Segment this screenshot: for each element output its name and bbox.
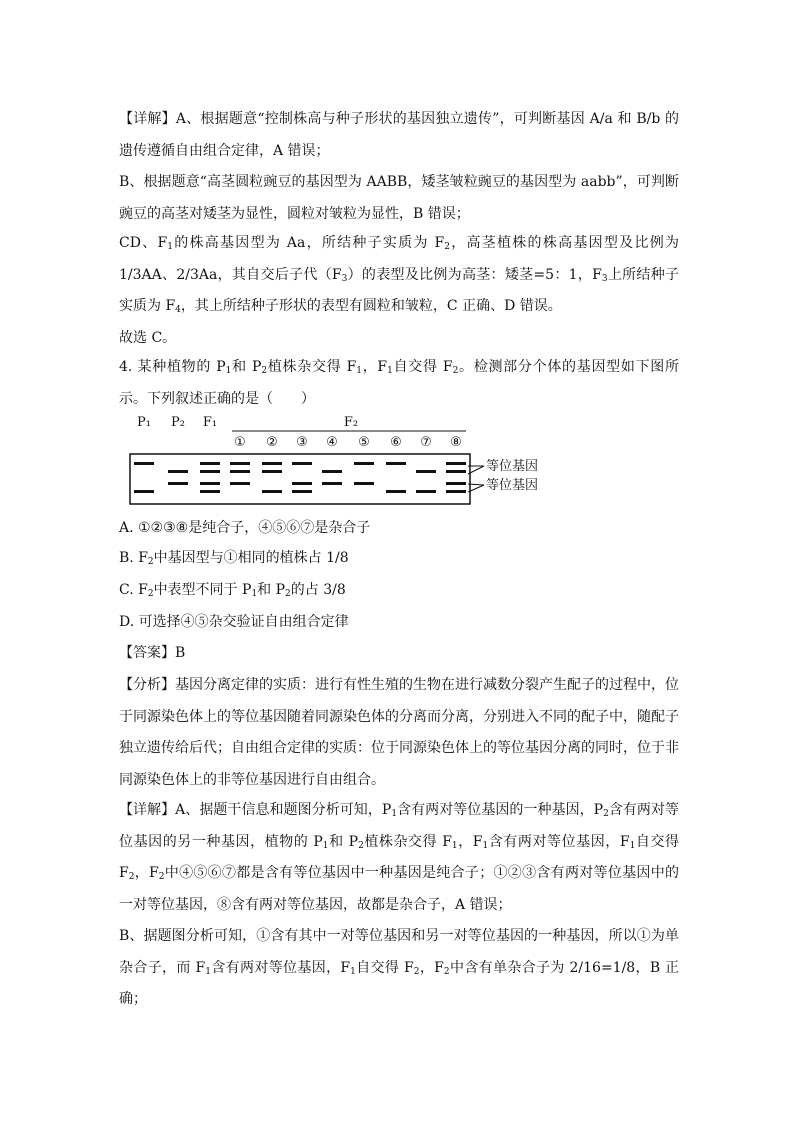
gel-band: [168, 470, 188, 473]
gel-band: [446, 490, 466, 493]
gel-band: [200, 490, 220, 493]
gel-band: [262, 470, 282, 473]
detail-paragraph-cd: CD、$F_1$的株高基因型为 Aa，所结种子实质为 $F_2$，高茎植株的株高基因型及比例为 1/3AA、2/3Aa，其自交后子代$(F_3)$的表型及比例为高茎：矮茎=5：1，$F_3$上所结种子实质为 $F_4$，其上所结种子形状的表型有圆粒和皱粒，C 正确、D 错误。: [119, 235, 680, 315]
gel-band: [292, 490, 312, 493]
question-stem: 4. 某种植物的 $P_1$和 $P_2$植株杂交得 $F_1$，$F_1$自交得 $F_2$。检测部分个体的基因型如下图所示。下列叙述正确的是（ ）: [119, 359, 679, 407]
f2-number-6: ⑥: [390, 435, 402, 450]
detail2-paragraph-b: B、据题图分析可知，①含有其中一对等位基因和另一对等位基因的一种基因，所以①为单杂合子，而 $F_1$含有两对等位基因，$F_1$自交得 $F_2$，$F_2$中含有单杂合子为 2/16=1/8，B 正确；: [119, 928, 679, 1007]
gel-band: [262, 490, 282, 493]
gel-band: [354, 482, 374, 485]
gel-band: [230, 482, 250, 485]
f2-number-3: ③: [296, 435, 308, 450]
gel-band: [446, 470, 466, 473]
label-f2: F₂: [343, 415, 359, 430]
gel-band: [446, 482, 466, 485]
genotype-band-figure: [126, 412, 546, 512]
f2-number-8: ⑧: [450, 435, 462, 450]
f2-number-5: ⑤: [358, 435, 370, 450]
detail-paragraph-b: B、根据题意“高茎圆粒豌豆的基因型为 AABB，矮茎皱粒豌豆的基因型为 aabb”，可判断豌豆的高茎对矮茎为显性，圆粒对皱粒为显性，B 错误；: [119, 174, 679, 222]
label-p2: P₂: [171, 415, 185, 430]
gel-band: [200, 462, 220, 465]
gel-band: [292, 462, 312, 465]
option-d: D. 可选择④⑤杂交验证自由组合定律: [119, 614, 349, 630]
gel-band: [354, 462, 374, 465]
option-b: B. $F_2$中基因型与①相同的植株占 1/8: [119, 550, 349, 567]
f2-number-7: ⑦: [420, 435, 432, 450]
detail2-paragraph-a: 【详解】A、据题干信息和题图分析可知，$P_1$含有两对等位基因的一种基因，$P_2$含有两对等位基因的另一种基因，植物的 $P_1$和 $P_2$植株杂交得 $F_1$，$F_1$含有两对等位基因，$F_1$自交得 $F_2$，$F_2$中④⑤⑥⑦都是含有等位基因中一种基因是纯合子；①②③含有两对等位基因中的一对等位基因，⑧含有两对等位基因，故都是杂合子，A 错误；: [119, 802, 680, 913]
allele-label-1: 等位基因: [486, 459, 539, 474]
gel-band: [292, 482, 312, 485]
gel-band: [416, 490, 436, 493]
gel-band: [322, 470, 342, 473]
label-f1: F₁: [202, 415, 218, 430]
f2-number-4: ④: [326, 435, 338, 450]
f2-number-1: ①: [234, 435, 246, 450]
gel-band: [230, 462, 250, 465]
gel-frame: [130, 454, 470, 504]
gel-band: [200, 482, 220, 485]
gel-band: [446, 462, 466, 465]
gel-band: [134, 490, 154, 493]
gel-band: [230, 470, 250, 473]
gel-band: [386, 490, 406, 493]
gel-band: [134, 462, 154, 465]
option-a: A. ①②③⑧是纯合子，④⑤⑥⑦是杂合子: [119, 520, 371, 536]
answer-text: 【答案】B: [119, 645, 186, 661]
gel-band: [416, 470, 436, 473]
gel-band: [200, 470, 220, 473]
option-c: C. $F_2$中表型不同于 $P_1$和 $P_2$的占 3/8: [119, 582, 346, 599]
gel-band: [168, 482, 188, 485]
gel-band: [262, 462, 282, 465]
detail-paragraph-a: 【详解】A、根据题意“控制株高与种子形状的基因独立遗传”，可判断基因 A/a 和 B/b 的遗传遵循自由组合定律，A 错误；: [119, 111, 679, 159]
conclusion-text: 故选 C。: [119, 330, 177, 346]
gel-band: [322, 482, 342, 485]
allele-label-2: 等位基因: [486, 478, 539, 493]
gel-band: [386, 462, 406, 465]
f2-number-2: ②: [266, 435, 278, 450]
analysis-paragraph: 【分析】基因分离定律的实质：进行有性生殖的生物在进行减数分裂产生配子的过程中，位于同源染色体上的等位基因随着同源染色体的分离而分离，分别进入不同的配子中，随配子独立遗传给后代；自由组合定律的实质：位于同源染色体上的等位基因分离的同时，位于非同源染色体上的非等位基因进行自由组合。: [119, 677, 679, 788]
label-p1: P₁: [137, 415, 151, 430]
